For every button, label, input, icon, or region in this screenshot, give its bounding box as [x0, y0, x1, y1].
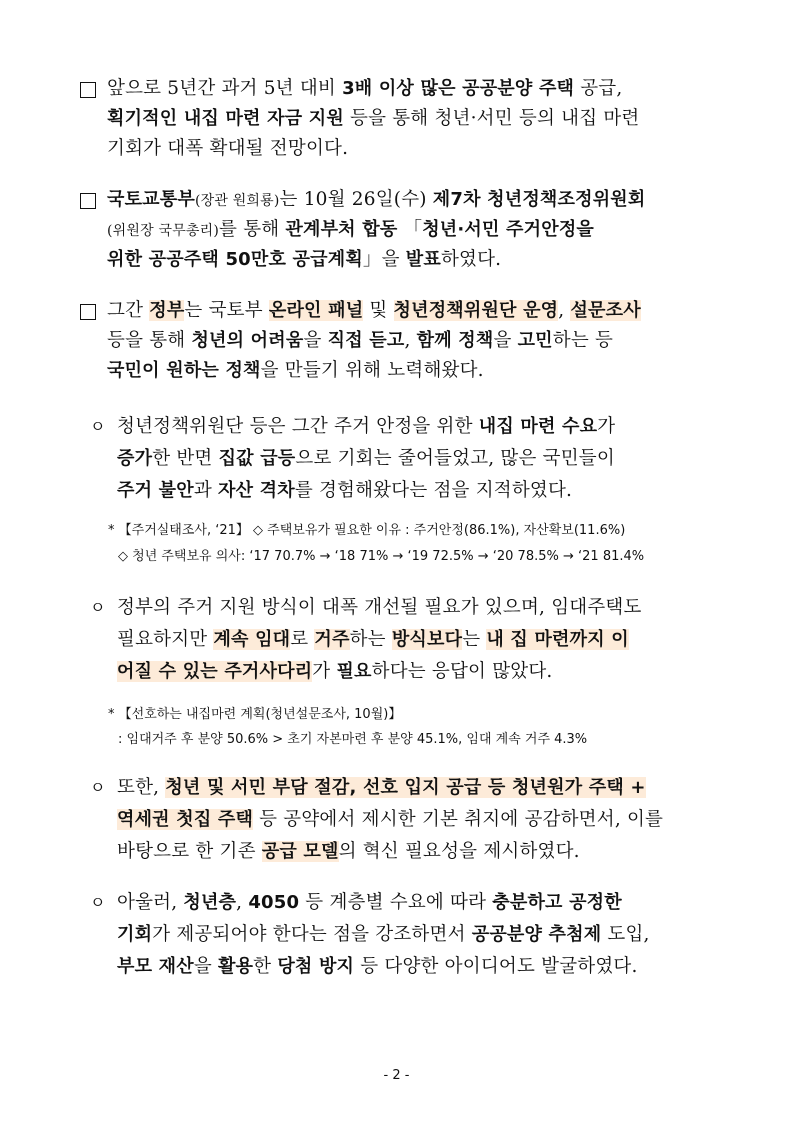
p2-line-3: 위한 공공주택 50만호 공급계획」을 발표하였다.	[107, 249, 502, 270]
p4-line-1: 청년정책위원단 등은 그간 주거 안정을 위한 내집 마련 수요가	[117, 416, 616, 437]
p7-line-3: 부모 재산을 활용한 당첨 방지 등 다양한 아이디어도 발굴하였다.	[117, 956, 638, 977]
p5-line-1: 정부의 주거 지원 방식이 대폭 개선될 필요가 있으며, 임대주택도	[117, 597, 642, 618]
p6-line-1: 또한, 청년 및 서민 부담 절감, 선호 입지 공급 등 청년원가 주택 +	[117, 777, 646, 798]
p1-line-1: 앞으로 5년간 과거 5년 대비 3배 이상 많은 공공분양 주택 공급,	[107, 78, 623, 99]
p6-line-3: 바탕으로 한 기존 공급 모델의 혁신 필요성을 제시하였다.	[117, 841, 580, 862]
checkbox-bullet-icon	[80, 82, 96, 98]
p5-line-2: 필요하지만 계속 임대로 거주하는 방식보다는 내 집 마련까지 이	[117, 629, 629, 650]
p5-line-3: 어질 수 있는 주거사다리가 필요하다는 응답이 많았다.	[117, 661, 553, 682]
footnote-youth-ownership: ◇ 청년 주택보유 의사: ‘17 70.7% → ‘18 71% → ‘19 72.5% → ‘20 78.5% → ‘21 81.4%	[118, 549, 645, 564]
circle-bullet-icon: ㅇ	[90, 893, 106, 912]
circle-bullet-icon: ㅇ	[90, 778, 106, 797]
checkbox-bullet-icon	[80, 193, 96, 209]
p7-line-2: 기회가 제공되어야 한다는 점을 강조하면서 공공분양 추첨제 도입,	[117, 924, 650, 945]
p3-line-3: 국민이 원하는 정책을 만들기 위해 노력해왔다.	[107, 360, 484, 381]
circle-bullet-icon: ㅇ	[90, 417, 106, 436]
p7-line-1: 아울러, 청년층, 4050 등 계층별 수요에 따라 충분하고 공정한	[117, 892, 622, 913]
p6-line-2: 역세권 첫집 주택 등 공약에서 제시한 기본 취지에 공감하면서, 이를	[117, 809, 664, 830]
page-number: - 2 -	[383, 1068, 410, 1083]
circle-bullet-icon: ㅇ	[90, 598, 106, 617]
p1-line-2: 획기적인 내집 마련 자금 지원 등을 통해 청년·서민 등의 내집 마련	[107, 108, 640, 129]
p4-line-3: 주거 불안과 자산 격차를 경험해왔다는 점을 지적하였다.	[117, 480, 573, 501]
p3-line-1: 그간 정부는 국토부 온라인 패널 및 청년정책위원단 운영, 설문조사	[107, 300, 641, 321]
p3-line-2: 등을 통해 청년의 어려움을 직접 듣고, 함께 정책을 고민하는 등	[107, 330, 614, 351]
p2-line-1: 국토교통부(장관 원희룡)는 10월 26일(수) 제7차 청년정책조정위원회	[107, 189, 646, 210]
footnote-housing-survey: * 【주거실태조사, ‘21】 ◇ 주택보유가 필요한 이유 : 주거안정(86.1%), 자산확보(11.6%)	[108, 523, 626, 538]
p4-line-2: 증가한 반면 집값 급등으로 기회는 줄어들었고, 많은 국민들이	[117, 448, 615, 469]
p2-line-2: (위원장 국무총리)를 통해 관계부처 합동 「청년·서민 주거안정을	[107, 219, 594, 240]
checkbox-bullet-icon	[80, 304, 96, 320]
footnote-preferred-plan-values: : 임대거주 후 분양 50.6% > 초기 자본마련 후 분양 45.1%, 임대 계속 거주 4.3%	[118, 732, 588, 747]
footnote-preferred-plan: * 【선호하는 내집마련 계획(청년설문조사, 10월)】	[108, 707, 402, 722]
p1-line-3: 기회가 대폭 확대될 전망이다.	[107, 138, 349, 159]
